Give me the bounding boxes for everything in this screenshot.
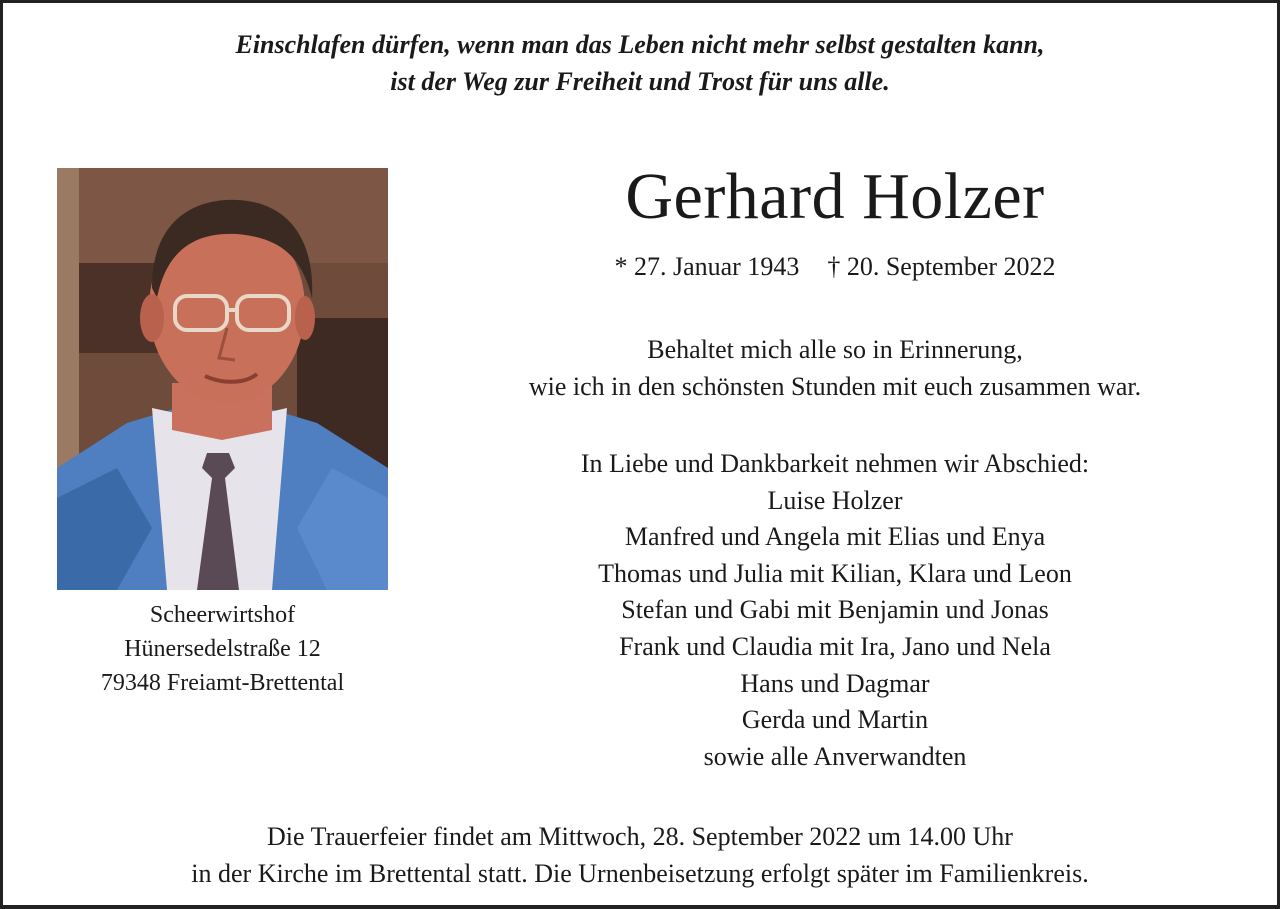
address-line: Hünersedelstraße 12	[124, 636, 321, 662]
address-line: Scheerwirtshof	[149, 602, 296, 628]
service-line: Die Trauerfeier findet am Mittwoch, 28. September 2022 um 14.00 Uhr	[267, 822, 1013, 851]
motto-line: Einschlafen dürfen, wenn man das Leben nicht mehr selbst gestalten kann,	[235, 30, 1045, 59]
birth-symbol: *	[614, 252, 628, 281]
birth-date: 27. Januar 1943	[633, 252, 800, 281]
portrait-photo	[57, 168, 388, 590]
mourner-name: Stefan und Gabi mit Benjamin und Jonas	[621, 595, 1049, 625]
death-date: 20. September 2022	[846, 252, 1056, 281]
motto-line: ist der Weg zur Freiheit und Trost für uns alle.	[390, 67, 890, 96]
mourner-name: Luise Holzer	[767, 485, 903, 515]
deceased-name: Gerhard Holzer	[625, 160, 1045, 233]
mourners-intro: In Liebe und Dankbarkeit nehmen wir Abschied:	[580, 449, 1090, 478]
mourner-name: Gerda und Martin	[741, 705, 929, 735]
quote-line: wie ich in den schönsten Stunden mit euch zusammen war.	[528, 372, 1142, 401]
mourner-name: Hans und Dagmar	[740, 668, 930, 698]
mourner-name: Frank und Claudia mit Ira, Jano und Nela	[619, 631, 1051, 661]
remembrance-quote	[420, 331, 1250, 405]
mourners-list	[420, 446, 1250, 775]
address-line: 79348 Freiamt-Brettental	[100, 670, 345, 696]
mourner-name: Thomas und Julia mit Kilian, Klara und Leon	[598, 558, 1072, 588]
address-block	[40, 598, 405, 700]
death-symbol: †	[827, 252, 841, 281]
mourner-name: Manfred und Angela mit Elias und Enya	[624, 522, 1046, 552]
motto-verse	[0, 26, 1280, 100]
mourner-name: sowie alle Anverwandten	[703, 741, 967, 771]
life-dates	[450, 248, 1220, 286]
service-line: in der Kirche im Brettental statt. Die Urnenbeisetzung erfolgt später im Familienkreis.	[191, 859, 1089, 888]
quote-line: Behaltet mich alle so in Erinnerung,	[647, 335, 1023, 364]
funeral-service-info	[0, 818, 1280, 892]
